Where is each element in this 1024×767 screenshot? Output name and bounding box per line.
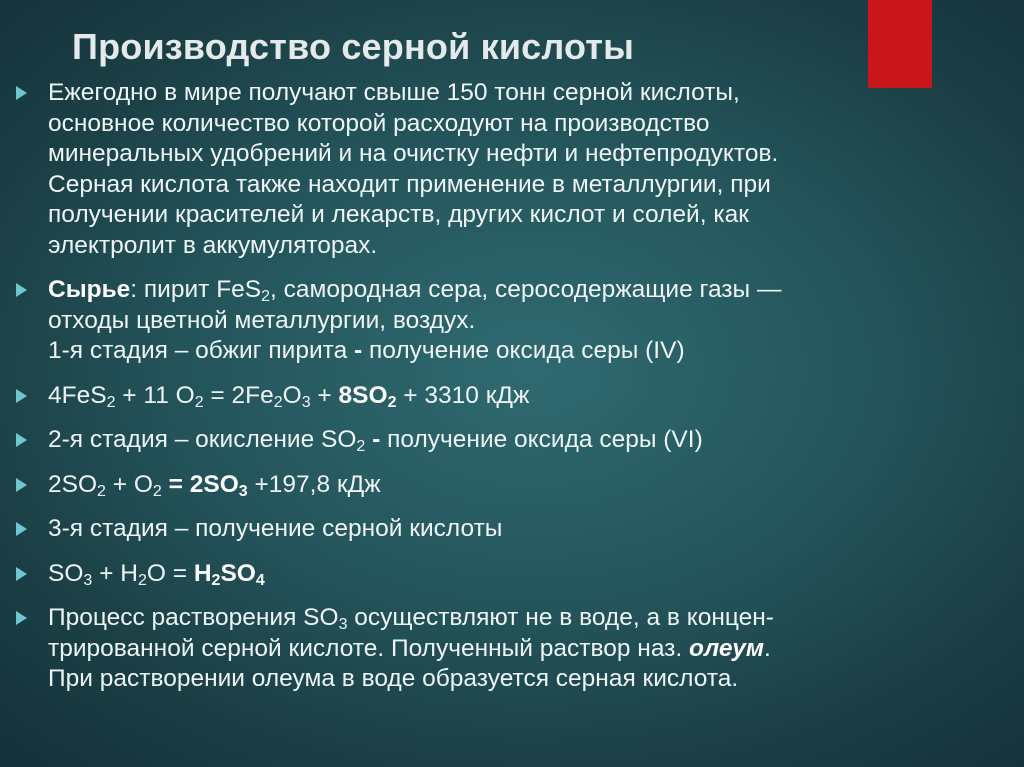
subscript: 2 xyxy=(387,393,397,411)
text-line: электролит в аккумуляторах. xyxy=(48,231,378,259)
eq-part: + 3310 кДж xyxy=(396,381,530,409)
text-fragment: . xyxy=(763,634,771,662)
eq-part: O = xyxy=(146,559,194,587)
subscript: 2 xyxy=(261,288,271,305)
bullet-equation-so3-water xyxy=(14,559,1004,590)
subscript: 4 xyxy=(255,571,265,589)
triangle-bullet-icon xyxy=(16,86,27,100)
subscript: 2 xyxy=(273,393,283,411)
bullet-stage-2 xyxy=(14,425,1004,456)
eq-part: + xyxy=(310,381,339,409)
triangle-bullet-icon xyxy=(16,283,27,297)
subscript: 2 xyxy=(356,438,366,455)
bullet-oleum-process xyxy=(14,603,1004,695)
bold-dash: - xyxy=(354,337,363,364)
text-fragment: получение оксида серы (VI) xyxy=(380,426,703,453)
oleum-term: олеум xyxy=(689,634,764,662)
text-fragment: осуществляют не в воде, а в концен- xyxy=(347,604,774,631)
subscript: 3 xyxy=(238,482,248,500)
bullet-stage-3 xyxy=(14,514,1004,545)
eq-part: SO xyxy=(48,559,84,587)
triangle-bullet-icon xyxy=(16,522,27,536)
triangle-bullet-icon xyxy=(16,478,27,492)
text-line: получении красителей и лекарств, других кислот и солей, как xyxy=(48,201,749,228)
eq-part: 4FeS xyxy=(48,381,107,409)
equation xyxy=(48,381,1004,412)
bold-product xyxy=(190,471,248,498)
triangle-bullet-icon xyxy=(16,567,27,581)
subscript: 2 xyxy=(137,571,147,589)
text-line: При растворении олеума в воде образуется серная кислота. xyxy=(48,665,739,692)
subscript: 2 xyxy=(106,393,116,411)
slide-title: Производство серной кислоты xyxy=(72,26,635,67)
text-line: основное количество которой расходуют на производство xyxy=(48,109,710,137)
triangle-bullet-icon xyxy=(16,611,27,625)
text-line: Ежегодно в мире получают свыше 150 тонн серной кислоты, xyxy=(48,79,740,106)
bold-product xyxy=(194,560,265,587)
text-line xyxy=(48,425,1004,456)
text-fragment: , самородная сера, серосодержащие газы — xyxy=(270,276,782,303)
text-fragment: 2-я стадия – окисление SO xyxy=(48,426,357,453)
bullet-equation-pyrite-roasting xyxy=(14,381,1004,412)
text-line xyxy=(48,603,1004,634)
eq-part: = 2Fe xyxy=(203,381,274,409)
slide-content xyxy=(14,78,1004,695)
raw-materials-label: Сырье xyxy=(48,276,131,303)
text-line xyxy=(48,275,1004,306)
red-accent-block xyxy=(868,0,932,88)
subscript: 2 xyxy=(97,482,106,500)
eq-part: + H xyxy=(92,559,138,587)
text-fragment: Процесс растворения SO xyxy=(48,604,339,631)
eq-part: +197,8 кДж xyxy=(247,470,381,498)
subscript: 3 xyxy=(83,571,93,589)
text-line: минеральных удобрений и на очистку нефти и нефтепродуктов. xyxy=(48,140,779,167)
bullet-annual-production xyxy=(14,78,1004,261)
equation xyxy=(48,470,1004,501)
eq-part: + 11 O xyxy=(115,381,195,409)
eq-part: 8SO xyxy=(338,381,388,409)
subscript: 3 xyxy=(301,393,311,411)
colon: : xyxy=(130,276,138,303)
text-fragment: пирит FeS xyxy=(137,276,262,303)
eq-part: 2SO xyxy=(189,470,239,498)
equation xyxy=(48,559,1004,590)
triangle-bullet-icon xyxy=(16,389,27,403)
bold-dash: - xyxy=(372,426,381,453)
eq-part: H xyxy=(193,559,212,587)
bold-equals: = xyxy=(161,470,190,498)
subscript: 2 xyxy=(211,571,221,589)
bold-product xyxy=(339,382,397,409)
subscript: 2 xyxy=(194,393,204,411)
eq-part: SO xyxy=(220,559,256,587)
text-line xyxy=(48,634,1004,665)
text-line: 3-я стадия – получение серной кислоты xyxy=(48,515,503,542)
eq-part: + O xyxy=(105,470,153,498)
subscript: 3 xyxy=(338,616,348,633)
bullet-raw-materials xyxy=(14,275,1004,367)
text-fragment: трированной серной кислоте. Полученный раствор наз. xyxy=(48,634,690,662)
text-line xyxy=(48,336,1004,367)
bullet-equation-so2-oxidation xyxy=(14,470,1004,501)
triangle-bullet-icon xyxy=(16,433,27,447)
eq-part: 2SO xyxy=(48,470,98,498)
text-fragment: 1-я стадия – обжиг пирита xyxy=(48,337,355,364)
eq-part: O xyxy=(282,381,302,409)
text-line: отходы цветной металлургии, воздух. xyxy=(48,306,476,334)
text-fragment: получение оксида серы (IV) xyxy=(362,337,685,364)
subscript: 2 xyxy=(152,482,162,500)
text-line: Серная кислота также находит применение в металлургии, при xyxy=(48,170,771,198)
